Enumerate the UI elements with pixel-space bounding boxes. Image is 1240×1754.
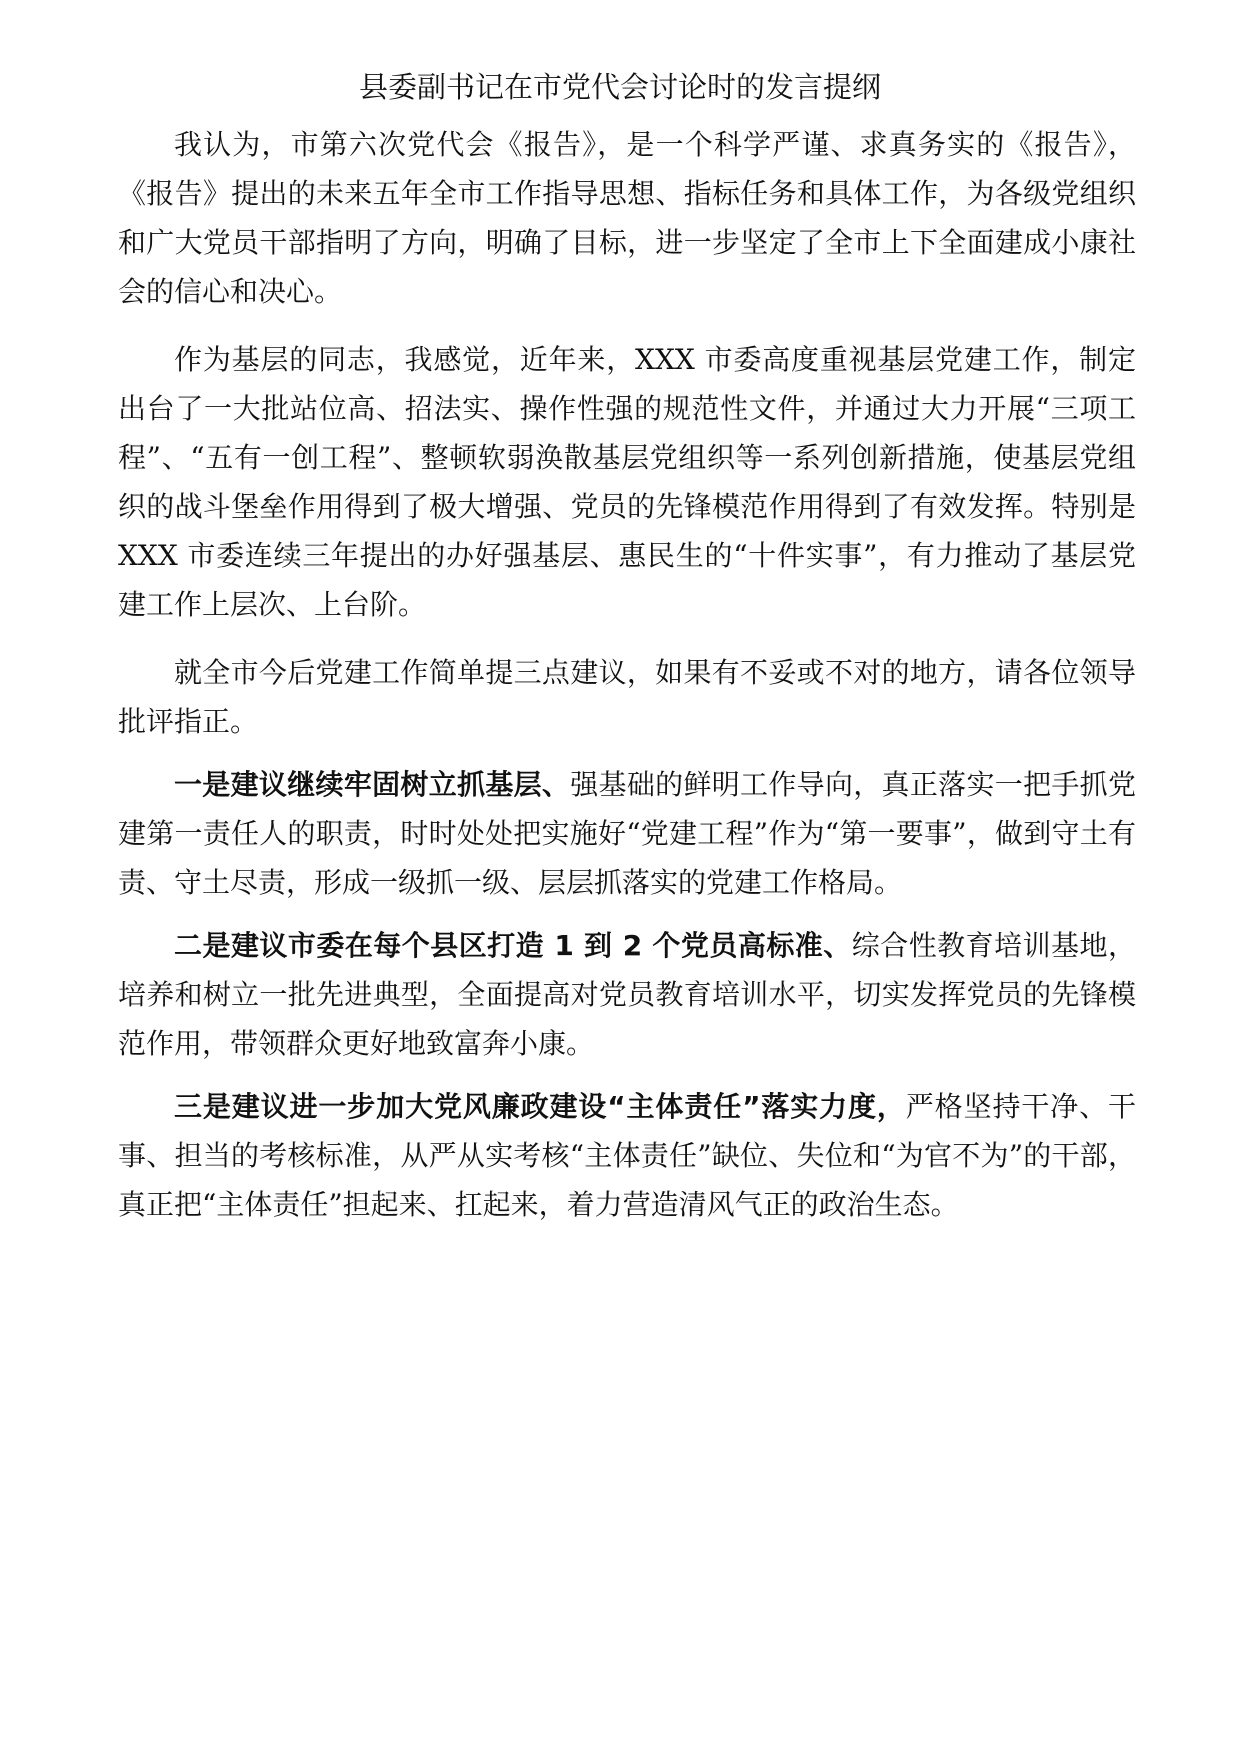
paragraph-three-suggestions-intro [118, 648, 1136, 746]
suggestion-two [118, 921, 1136, 1068]
suggestion-text: 强基础的鲜明工作导向，真正落实一把手抓党建第一责任人的职责，时时处处把实施好“党建工程”作为“第一要事”，做到守土有责、守土尽责，形成一级抓一级、层层抓落实的党建工作格局。 [118, 768, 1136, 899]
suggestion-text: 严格坚持干净、干事、担当的考核标准，从严从实考核“主体责任”缺位、失位和“为官不为”的干部，真正把“主体责任”担起来、扛起来，着力营造清风气正的政治生态。 [118, 1090, 1136, 1221]
paragraph-opinion-on-report [118, 120, 1136, 316]
document-title: 县委副书记在市党代会讨论时的发言提纲 [358, 70, 881, 104]
suggestion-three [118, 1082, 1136, 1229]
paragraph-text: 就全市今后党建工作简单提三点建议，如果有不妥或不对的地方，请各位领导批评指正。 [118, 656, 1136, 738]
suggestion-lead: 三是建议进一步加大党风廉政建设“主体责任”落实力度， [174, 1090, 906, 1123]
suggestion-lead: 一是建议继续牢固树立抓基层、 [174, 768, 571, 801]
suggestion-text: 综合性教育培训基地，培养和树立一批先进典型，全面提高对党员教育培训水平，切实发挥党员的先锋模范作用，带领群众更好地致富奔小康。 [118, 929, 1136, 1060]
paragraph-text: 我认为，市第六次党代会《报告》，是一个科学严谨、求真务实的《报告》，《报告》提出的未来五年全市工作指导思想、指标任务和具体工作，为各级党组织和广大党员干部指明了方向，明确了目标，进一步坚定了全市上下全面建成小康社会的信心和决心。 [118, 128, 1136, 308]
suggestion-lead: 二是建议市委在每个县区打造 1 到 2 个党员高标准、 [174, 929, 852, 962]
paragraph-grassroots-party-building [118, 335, 1136, 629]
document-body [118, 120, 1136, 1248]
suggestion-one [118, 760, 1136, 907]
paragraph-text: 作为基层的同志，我感觉，近年来，XXX 市委高度重视基层党建工作，制定出台了一大批站位高、招法实、操作性强的规范性文件，并通过大力开展“三项工程”、“五有一创工程”、整顿软弱涣散基层党组织等一系列创新措施，使基层党组织的战斗堡垒作用得到了极大增强、党员的先锋模范作用得到了有效发挥。特别是 XXX 市委连续三年提出的办好强基层、惠民生的“十件实事”，有力推动了基层党建工作上层次、上台阶。 [118, 343, 1136, 621]
